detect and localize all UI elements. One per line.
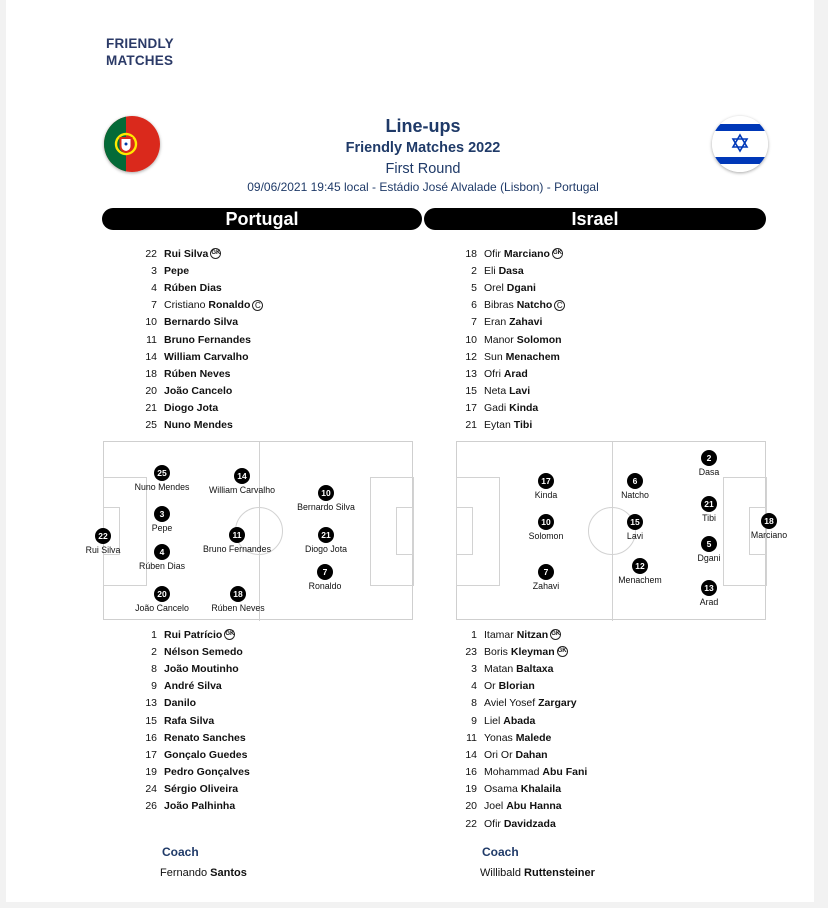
last-name: Malede: [515, 731, 552, 744]
player-row: [455, 365, 565, 382]
player-row: [135, 695, 250, 712]
pitch-player-name: Nuno Mendes: [134, 482, 190, 492]
player-name: [164, 663, 239, 675]
shirt-number-badge: 2: [701, 450, 717, 466]
last-name: André Silva: [164, 680, 222, 693]
shirt-number: 14: [465, 748, 477, 761]
first-name: Cristiano: [164, 299, 206, 312]
first-name: Or: [484, 680, 496, 693]
player-row: [135, 643, 250, 660]
shirt-number-badge: 18: [230, 586, 246, 602]
shirt-number: 22: [145, 247, 157, 260]
shirt-number: 19: [465, 783, 477, 796]
last-name: Bernardo Silva: [164, 316, 239, 329]
first-name: Gadi: [484, 402, 507, 415]
player-name: [484, 766, 587, 778]
pitch-player-name: William Carvalho: [209, 485, 275, 495]
shirt-number: 20: [145, 385, 157, 398]
home-coach-first: Fernando: [160, 867, 208, 879]
player-row: [455, 678, 587, 695]
player-name: [484, 646, 555, 658]
last-name: Tibi: [513, 419, 533, 432]
shirt-number-badge: 22: [95, 528, 111, 544]
last-name: Blorian: [498, 680, 535, 693]
home-starting-lineup: [135, 245, 263, 434]
pitch-player-marker: [193, 586, 283, 613]
shirt-number-badge: 10: [538, 514, 554, 530]
pitch-player-marker: [117, 465, 207, 492]
pitch-player-name: Bernardo Silva: [297, 502, 355, 512]
shirt-number: 19: [145, 766, 157, 779]
player-name: [164, 385, 232, 397]
player-name: [484, 316, 542, 328]
player-row: [455, 729, 587, 746]
player-row: [455, 297, 565, 314]
pitch-player-marker: [192, 527, 282, 554]
page-edge-right: [814, 0, 828, 908]
shirt-number-badge: 21: [701, 496, 717, 512]
player-row: [135, 314, 263, 331]
shirt-number-badge: 4: [154, 544, 170, 560]
player-row: [455, 626, 587, 643]
goalkeeper-badge-icon: GK: [552, 248, 563, 259]
round-name: First Round: [385, 161, 461, 177]
home-team-bar: Portugal: [102, 208, 422, 230]
player-row: [135, 746, 250, 763]
shirt-number: 3: [151, 264, 157, 277]
home-substitutes: [135, 626, 250, 815]
first-name: Ofri: [484, 367, 501, 380]
player-row: [135, 729, 250, 746]
player-row: [455, 643, 587, 660]
last-name: Pepe: [164, 264, 190, 277]
player-row: [135, 245, 263, 262]
shirt-number-badge: 10: [318, 485, 334, 501]
pitch-player-name: Tibi: [702, 513, 716, 523]
shirt-number: 10: [465, 333, 477, 346]
last-name: Khalaila: [520, 783, 562, 796]
first-name: Ori Or: [484, 748, 513, 761]
shirt-number: 15: [145, 714, 157, 727]
pitch-player-marker: [501, 514, 591, 541]
player-name: [484, 629, 548, 641]
last-name: Abu Hanna: [506, 800, 562, 813]
player-name: [164, 629, 222, 641]
pitch-player-name: João Cancelo: [135, 603, 189, 613]
shirt-number: 4: [471, 680, 477, 693]
player-name: [164, 299, 250, 311]
away-coach-label: Coach: [482, 845, 519, 859]
player-name: [484, 680, 535, 692]
player-row: [135, 279, 263, 296]
player-row: [455, 331, 565, 348]
shirt-number-badge: 17: [538, 473, 554, 489]
first-name: Neta: [484, 385, 507, 398]
player-row: [135, 348, 263, 365]
first-name: Ofir: [484, 817, 501, 830]
pitch-player-marker: [281, 485, 371, 512]
player-name: [484, 749, 548, 761]
last-name: Abu Fani: [542, 766, 588, 779]
away-formation-pitch: [456, 441, 788, 620]
shirt-number-badge: 15: [627, 514, 643, 530]
player-name: [164, 732, 246, 744]
first-name: Itamar: [484, 628, 514, 641]
shirt-number-badge: 13: [701, 580, 717, 596]
away-coach-first: Willibald: [480, 867, 521, 879]
player-row: [455, 781, 587, 798]
player-name: [484, 732, 551, 744]
pitch-player-marker: [501, 473, 591, 500]
player-row: [455, 815, 587, 832]
goalkeeper-badge-icon: GK: [224, 629, 235, 640]
logo-line-2: MATCHES: [106, 53, 174, 68]
shirt-number: 15: [465, 385, 477, 398]
player-row: [455, 314, 565, 331]
pitch-player-name: Marciano: [750, 530, 788, 540]
first-name: Manor: [484, 333, 514, 346]
player-name: [164, 697, 196, 709]
player-row: [455, 695, 587, 712]
player-name: [164, 402, 218, 414]
player-name: [164, 715, 214, 727]
pitch-player-marker: [281, 527, 371, 554]
last-name: Nuno Mendes: [164, 419, 233, 432]
shirt-number: 17: [145, 748, 157, 761]
shirt-number: 21: [465, 419, 477, 432]
last-name: Rafa Silva: [164, 714, 215, 727]
shirt-number: 11: [466, 731, 477, 744]
goalkeeper-badge-icon: GK: [210, 248, 221, 259]
player-row: [455, 712, 587, 729]
shirt-number: 16: [465, 766, 477, 779]
shirt-number-badge: 6: [627, 473, 643, 489]
player-row: [135, 781, 250, 798]
player-row: [455, 660, 587, 677]
shirt-number-badge: 12: [632, 558, 648, 574]
player-row: [135, 417, 263, 434]
first-name: Eran: [484, 316, 507, 329]
player-name: [164, 334, 251, 346]
shirt-number: 18: [465, 247, 477, 260]
shirt-number-badge: 20: [154, 586, 170, 602]
pitch-player-name: Kinda: [534, 490, 558, 500]
shirt-number-badge: 18: [761, 513, 777, 529]
competition-logo: [106, 35, 174, 69]
first-name: Yonas: [484, 731, 513, 744]
first-name: Matan: [484, 662, 514, 675]
shirt-number-badge: 3: [154, 506, 170, 522]
shirt-number: 1: [151, 628, 157, 641]
player-row: [455, 348, 565, 365]
match-info: 09/06/2021 19:45 local - Estádio José Alvalade (Lisbon) - Portugal: [247, 180, 599, 194]
player-row: [135, 365, 263, 382]
pitch-player-marker: [501, 564, 591, 591]
first-name: Eli: [484, 264, 496, 277]
last-name: Natcho: [516, 299, 553, 312]
last-name: Dgani: [506, 281, 536, 294]
pitch-player-marker: [664, 450, 754, 477]
shirt-number: 8: [471, 697, 477, 710]
player-name: [164, 282, 222, 294]
last-name: Lavi: [509, 385, 531, 398]
first-name: Joel: [484, 800, 504, 813]
shirt-number: 13: [465, 367, 477, 380]
last-name: Arad: [503, 367, 528, 380]
shirt-number-badge: 25: [154, 465, 170, 481]
pitch-player-name: Natcho: [621, 490, 649, 500]
first-name: Mohammad: [484, 766, 540, 779]
last-name: Danilo: [164, 697, 197, 710]
player-row: [455, 746, 587, 763]
player-row: [455, 417, 565, 434]
shirt-number: 26: [145, 800, 157, 813]
player-name: [164, 680, 222, 692]
last-name: Zargary: [538, 697, 577, 710]
pitch-player-name: Solomon: [528, 531, 564, 541]
shirt-number-badge: 5: [701, 536, 717, 552]
shirt-number: 8: [151, 662, 157, 675]
pitch-player-name: Bruno Fernandes: [203, 544, 271, 554]
player-row: [135, 626, 250, 643]
player-row: [135, 262, 263, 279]
last-name: Solomon: [516, 333, 562, 346]
pitch-player-marker: [664, 536, 754, 563]
last-name: Rui Silva: [164, 247, 209, 260]
captain-badge-icon: C: [554, 300, 565, 311]
shirt-number: 1: [471, 628, 477, 641]
shirt-number: 9: [471, 714, 477, 727]
shirt-number: 12: [465, 350, 477, 363]
pitch-player-marker: [664, 580, 754, 607]
goalkeeper-badge-icon: GK: [557, 646, 568, 657]
shirt-number: 23: [465, 645, 477, 658]
shirt-number: 2: [151, 645, 157, 658]
player-name: [484, 783, 561, 795]
player-row: [135, 678, 250, 695]
pitch-player-marker: [724, 513, 814, 540]
away-coach-name: [480, 867, 595, 879]
pitch-player-name: Pepe: [151, 523, 173, 533]
player-name: [164, 766, 250, 778]
player-name: [484, 248, 550, 260]
away-team-bar: Israel: [424, 208, 766, 230]
home-formation-pitch: [85, 441, 413, 620]
shirt-number: 18: [145, 367, 157, 380]
player-name: [484, 800, 562, 812]
last-name: Abada: [503, 714, 536, 727]
last-name: Nélson Semedo: [164, 645, 243, 658]
player-name: [484, 663, 553, 675]
player-name: [164, 265, 189, 277]
player-row: [135, 660, 250, 677]
player-name: [164, 351, 249, 363]
shirt-number: 21: [145, 402, 157, 415]
player-name: [484, 282, 536, 294]
last-name: Menachem: [505, 350, 560, 363]
pitch-player-name: Rui Silva: [85, 545, 121, 555]
player-name: [484, 265, 524, 277]
pitch-player-marker: [280, 564, 370, 591]
pitch-player-name: Rúben Neves: [211, 603, 265, 613]
last-name: Rúben Dias: [164, 281, 222, 294]
player-name: [484, 402, 538, 414]
player-row: [135, 331, 263, 348]
shirt-number: 22: [465, 817, 477, 830]
player-row: [135, 712, 250, 729]
player-name: [164, 368, 231, 380]
away-starting-lineup: [455, 245, 565, 434]
pitch-player-name: Menachem: [618, 575, 662, 585]
shirt-number: 11: [146, 333, 157, 346]
player-name: [484, 715, 535, 727]
pitch-player-name: Dgani: [697, 553, 721, 563]
shirt-number-badge: 7: [538, 564, 554, 580]
last-name: Davidzada: [503, 817, 556, 830]
goalkeeper-badge-icon: GK: [550, 629, 561, 640]
player-name: [164, 419, 233, 431]
player-row: [135, 400, 263, 417]
home-coach-name: [160, 867, 247, 879]
player-row: [455, 262, 565, 279]
last-name: Nitzan: [516, 628, 549, 641]
first-name: Sun: [484, 350, 503, 363]
portugal-flag-icon: [104, 116, 160, 172]
pitch-player-name: Diogo Jota: [304, 544, 348, 554]
last-name: Kleyman: [510, 645, 555, 658]
player-name: [484, 368, 528, 380]
shirt-number: 7: [151, 299, 157, 312]
player-row: [455, 764, 587, 781]
first-name: Orel: [484, 281, 504, 294]
first-name: Aviel Yosef: [484, 697, 536, 710]
last-name: Baltaxa: [516, 662, 554, 675]
last-name: Renato Sanches: [164, 731, 246, 744]
last-name: Kinda: [509, 402, 539, 415]
player-name: [164, 783, 238, 795]
last-name: Dahan: [515, 748, 548, 761]
player-row: [455, 798, 587, 815]
last-name: Diogo Jota: [164, 402, 219, 415]
pitch-player-name: Rúben Dias: [139, 561, 185, 571]
player-name: [164, 248, 208, 260]
shirt-number: 4: [151, 281, 157, 294]
player-row: [455, 245, 565, 262]
shirt-number: 5: [471, 281, 477, 294]
shirt-number: 9: [151, 680, 157, 693]
last-name: Rui Patrício: [164, 628, 223, 641]
pitch-player-marker: [197, 468, 287, 495]
shirt-number: 16: [145, 731, 157, 744]
captain-badge-icon: C: [252, 300, 263, 311]
player-name: [164, 316, 238, 328]
first-name: Bibras: [484, 299, 514, 312]
shirt-number: 14: [145, 350, 157, 363]
shirt-number-badge: 7: [317, 564, 333, 580]
shirt-number: 17: [465, 402, 477, 415]
home-coach-last: Santos: [210, 867, 247, 879]
player-name: [484, 697, 577, 709]
last-name: Sérgio Oliveira: [164, 783, 239, 796]
last-name: Gonçalo Guedes: [164, 748, 248, 761]
shirt-number: 3: [471, 662, 477, 675]
pitch-player-name: Dasa: [698, 467, 720, 477]
player-row: [455, 400, 565, 417]
player-name: [484, 351, 560, 363]
player-row: [135, 297, 263, 314]
israel-flag-icon: [712, 116, 768, 172]
player-name: [484, 419, 532, 431]
shirt-number: 2: [471, 264, 477, 277]
shirt-number-badge: 21: [318, 527, 334, 543]
shirt-number: 13: [145, 697, 157, 710]
shirt-number: 10: [145, 316, 157, 329]
last-name: Zahavi: [509, 316, 543, 329]
player-name: [164, 646, 243, 658]
last-name: João Cancelo: [164, 385, 233, 398]
last-name: Marciano: [503, 247, 550, 260]
last-name: Rúben Neves: [164, 367, 231, 380]
shirt-number: 7: [471, 316, 477, 329]
player-name: [484, 334, 562, 346]
pitch-player-name: Arad: [699, 597, 719, 607]
player-name: [484, 818, 556, 830]
page-title: Line-ups: [385, 116, 461, 136]
page-edge-left: [0, 0, 6, 908]
player-row: [135, 383, 263, 400]
competition-name: Friendly Matches 2022: [345, 140, 501, 156]
last-name: Ronaldo: [208, 299, 251, 312]
first-name: Ofir: [484, 247, 501, 260]
player-row: [455, 383, 565, 400]
logo-line-1: FRIENDLY: [106, 36, 174, 51]
player-row: [455, 279, 565, 296]
first-name: Boris: [484, 645, 508, 658]
away-substitutes: [455, 626, 587, 832]
first-name: Osama: [484, 783, 518, 796]
first-name: Liel: [484, 714, 501, 727]
pitch-player-name: Zahavi: [532, 581, 560, 591]
player-name: [484, 385, 530, 397]
shirt-number: 24: [145, 783, 157, 796]
last-name: João Palhinha: [164, 800, 236, 813]
player-row: [135, 798, 250, 815]
shirt-number-badge: 14: [234, 468, 250, 484]
home-coach-label: Coach: [162, 845, 199, 859]
shirt-number: 6: [471, 299, 477, 312]
player-name: [164, 749, 247, 761]
pitch-player-name: Ronaldo: [308, 581, 342, 591]
player-name: [164, 800, 235, 812]
last-name: João Moutinho: [164, 662, 239, 675]
last-name: Pedro Gonçalves: [164, 766, 250, 779]
first-name: Eytan: [484, 419, 511, 432]
shirt-number: 25: [145, 419, 157, 432]
last-name: Dasa: [498, 264, 524, 277]
last-name: William Carvalho: [164, 350, 249, 363]
last-name: Bruno Fernandes: [164, 333, 251, 346]
shirt-number-badge: 11: [229, 527, 245, 543]
away-coach-last: Ruttensteiner: [524, 867, 595, 879]
player-name: [484, 299, 552, 311]
shirt-number: 20: [465, 800, 477, 813]
pitch-player-name: Lavi: [626, 531, 644, 541]
player-row: [135, 764, 250, 781]
page-edge-bottom: [0, 902, 828, 908]
